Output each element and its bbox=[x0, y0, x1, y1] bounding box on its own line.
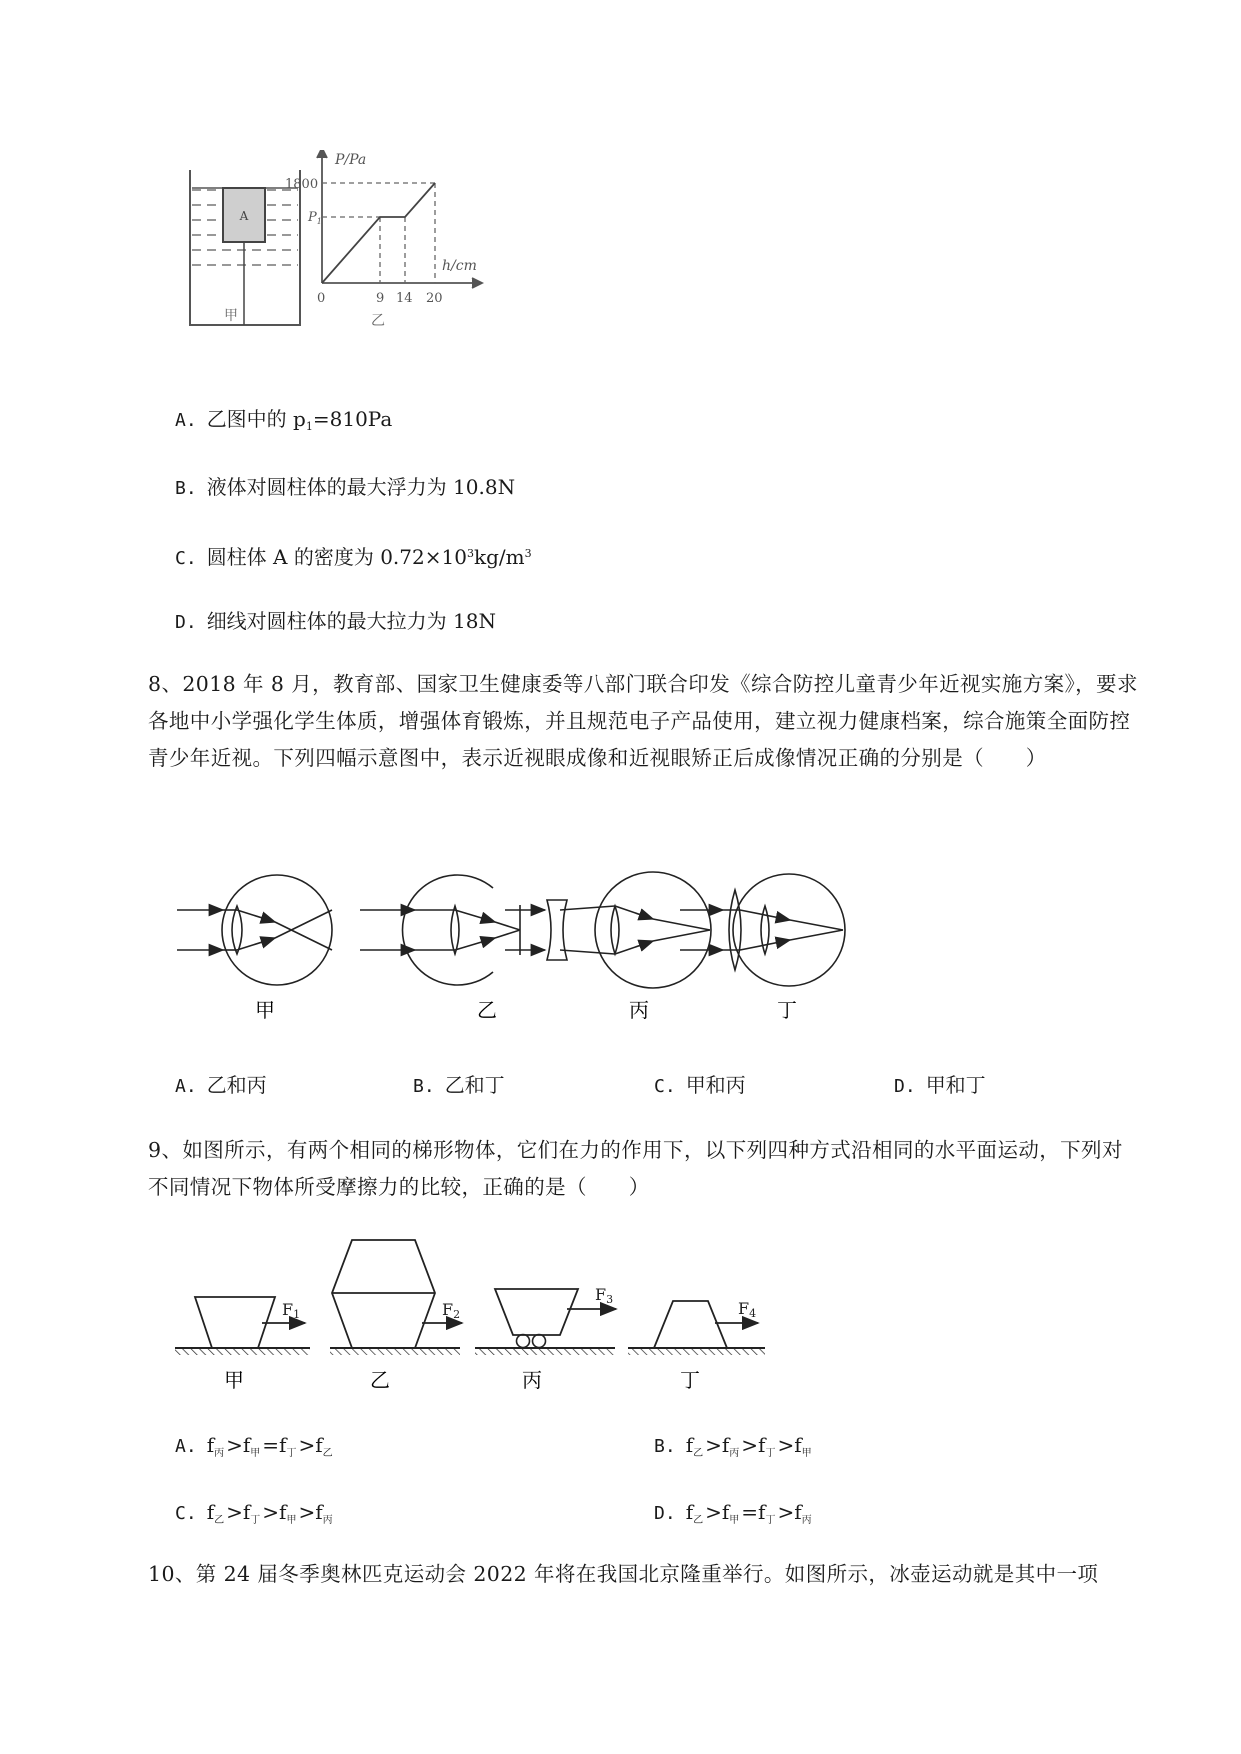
q7-yi-caption: 乙 bbox=[371, 313, 385, 329]
q8-figure bbox=[175, 860, 955, 1030]
q9-b-s3: 丁 bbox=[765, 1448, 776, 1459]
q7-option-d[interactable] bbox=[175, 607, 496, 637]
q9-option-d-letter: D. bbox=[654, 1503, 676, 1524]
q9-c-s4: 丙 bbox=[322, 1515, 333, 1526]
q9-wheel-left bbox=[517, 1335, 530, 1348]
q9-figure bbox=[170, 1235, 780, 1395]
q9-b-s4: 甲 bbox=[801, 1448, 812, 1459]
q8-option-b[interactable] bbox=[413, 1071, 505, 1101]
q8-option-d-text: 甲和丁 bbox=[925, 1073, 986, 1097]
q9-a-s4: 乙 bbox=[322, 1448, 333, 1459]
q9-c-s2: 丁 bbox=[250, 1515, 261, 1526]
q9-ground bbox=[175, 1348, 765, 1355]
q9-force-2-label: F2 bbox=[442, 1300, 461, 1321]
q9-c-s1: 乙 bbox=[214, 1515, 225, 1526]
q7-x-tick-0: 0 bbox=[317, 291, 326, 306]
q9-a-op3: >f bbox=[298, 1433, 323, 1457]
q7-option-c-sup: 3 bbox=[466, 547, 474, 560]
q7-jia-caption: 甲 bbox=[224, 308, 238, 324]
q8-option-a[interactable] bbox=[175, 1071, 267, 1101]
q9-c-f: f bbox=[206, 1500, 215, 1524]
q7-option-a-letter: A. bbox=[175, 410, 197, 431]
q9-c-op1: >f bbox=[226, 1500, 251, 1524]
q7-option-c-sup2: 3 bbox=[524, 547, 532, 560]
q7-option-b-letter: B. bbox=[175, 478, 197, 499]
q9-b-op2: >f bbox=[741, 1433, 766, 1457]
q9-object-bing bbox=[495, 1289, 578, 1335]
q9-b-f: f bbox=[685, 1433, 694, 1457]
q9-option-b[interactable] bbox=[654, 1431, 814, 1468]
q9-a-op2: =f bbox=[262, 1433, 287, 1457]
q7-option-c-post: kg/m bbox=[473, 545, 525, 569]
q9-caption-yi: 乙 bbox=[370, 1368, 390, 1392]
q9-caption-bing: 丙 bbox=[522, 1368, 542, 1392]
q8-option-c[interactable] bbox=[654, 1071, 746, 1101]
q9-option-c[interactable] bbox=[175, 1498, 335, 1535]
q7-option-a-pre: 乙图中的 p bbox=[206, 407, 306, 431]
q8-eye-yi bbox=[360, 875, 520, 985]
q9-stem: 9、如图所示，有两个相同的梯形物体，它们在力的作用下，以下列四种方式沿相同的水平面运动，下列对不同情况下物体所受摩擦力的比较，正确的是（ ） bbox=[148, 1138, 1123, 1199]
q9-object-yi bbox=[332, 1240, 435, 1348]
q7-y-axis-label: P/Pa bbox=[335, 152, 367, 168]
q9-c-s3: 甲 bbox=[286, 1515, 297, 1526]
q7-x-tick-20: 20 bbox=[426, 291, 443, 306]
q9-option-d[interactable] bbox=[654, 1498, 814, 1535]
q9-object-ding bbox=[654, 1301, 727, 1348]
q7-y-tick-1800: 1800 bbox=[285, 177, 319, 192]
q9-d-s4: 丙 bbox=[801, 1515, 812, 1526]
q9-option-a[interactable] bbox=[175, 1431, 335, 1468]
q8-eye-jia bbox=[177, 875, 332, 985]
q8-option-c-letter: C. bbox=[654, 1076, 676, 1097]
q9-b-op3: >f bbox=[777, 1433, 802, 1457]
q9-d-f: f bbox=[685, 1500, 694, 1524]
q8-eye-bing bbox=[505, 872, 711, 988]
q10-stem: 10、第 24 届冬季奥林匹克运动会 2022 年将在我国北京隆重举行。如图所示，冰壶运动就是其中一项 bbox=[148, 1562, 1099, 1586]
q8-caption-jia: 甲 bbox=[255, 998, 275, 1022]
q7-option-b-text: 液体对圆柱体的最大浮力为 10.8N bbox=[206, 475, 516, 499]
q9-caption-jia: 甲 bbox=[224, 1368, 244, 1392]
q7-x-tick-14: 14 bbox=[396, 291, 413, 306]
q8-eye-ding bbox=[680, 874, 845, 986]
q9-d-s1: 乙 bbox=[693, 1515, 704, 1526]
q9-d-op2: =f bbox=[741, 1500, 766, 1524]
q8-option-a-text: 乙和丙 bbox=[206, 1073, 267, 1097]
q7-option-d-letter: D. bbox=[175, 612, 197, 633]
q9-force-1-label: F1 bbox=[282, 1300, 301, 1321]
q7-option-a[interactable] bbox=[175, 405, 392, 441]
q7-figure bbox=[180, 150, 540, 360]
q9-a-s2: 甲 bbox=[250, 1448, 261, 1459]
q8-option-b-letter: B. bbox=[413, 1076, 435, 1097]
q7-x-tick-9: 9 bbox=[376, 291, 385, 306]
q9-d-op3: >f bbox=[777, 1500, 802, 1524]
q7-option-a-sub: 1 bbox=[305, 420, 313, 433]
q9-caption-ding: 丁 bbox=[680, 1368, 700, 1392]
q7-graph-dashes bbox=[322, 183, 435, 283]
q9-b-s1: 乙 bbox=[693, 1448, 704, 1459]
q9-option-a-letter: A. bbox=[175, 1436, 197, 1457]
q8-option-d[interactable] bbox=[894, 1071, 986, 1101]
q8-option-b-text: 乙和丁 bbox=[444, 1073, 505, 1097]
q7-y-tick-p1: $P_1$ bbox=[308, 210, 322, 226]
q8-option-c-text: 甲和丙 bbox=[685, 1073, 746, 1097]
q9-b-s2: 丙 bbox=[729, 1448, 740, 1459]
q9-a-op1: >f bbox=[226, 1433, 251, 1457]
q7-option-c[interactable] bbox=[175, 540, 532, 573]
q8-stem: 8、2018 年 8 月，教育部、国家卫生健康委等八部门联合印发《综合防控儿童青少年近视实施方案》，要求各地中小学强化学生体质，增强体育锻炼，并且规范电子产品使用，建立视力健康档案，综合施策全面防控青少年近视。下列四幅示意图中，表示近视眼成像和近视眼矫正后成像情况正确的分别是（ ） bbox=[148, 672, 1138, 770]
q7-block-a-label: A bbox=[239, 209, 249, 223]
q7-option-d-text: 细线对圆柱体的最大拉力为 18N bbox=[206, 609, 496, 633]
q9-d-op1: >f bbox=[705, 1500, 730, 1524]
q7-graph-line bbox=[322, 183, 435, 283]
q7-option-a-post: =810Pa bbox=[312, 407, 393, 431]
q8-caption-ding: 丁 bbox=[777, 998, 797, 1022]
q9-option-c-letter: C. bbox=[175, 1503, 197, 1524]
q8-option-a-letter: A. bbox=[175, 1076, 197, 1097]
q9-option-b-letter: B. bbox=[654, 1436, 676, 1457]
q9-d-s3: 丁 bbox=[765, 1515, 776, 1526]
q7-option-c-letter: C. bbox=[175, 548, 197, 569]
q8-option-d-letter: D. bbox=[894, 1076, 916, 1097]
q9-b-op1: >f bbox=[705, 1433, 730, 1457]
q9-a-s1: 丙 bbox=[214, 1448, 225, 1459]
q9-wheel-right bbox=[533, 1335, 546, 1348]
q8-caption-bing: 丙 bbox=[629, 998, 649, 1022]
q9-c-op2: >f bbox=[262, 1500, 287, 1524]
q9-d-s2: 甲 bbox=[729, 1515, 740, 1526]
q9-force-4-label: F4 bbox=[738, 1299, 757, 1320]
q9-a-f: f bbox=[206, 1433, 215, 1457]
q7-option-c-pre: 圆柱体 A 的密度为 0.72×10 bbox=[206, 545, 467, 569]
q7-option-b[interactable] bbox=[175, 473, 515, 503]
q7-x-axis-label: h/cm bbox=[442, 258, 477, 274]
q9-force-3-label: F3 bbox=[595, 1285, 614, 1306]
q8-caption-yi: 乙 bbox=[477, 998, 497, 1022]
q9-c-op3: >f bbox=[298, 1500, 323, 1524]
q9-a-s3: 丁 bbox=[286, 1448, 297, 1459]
